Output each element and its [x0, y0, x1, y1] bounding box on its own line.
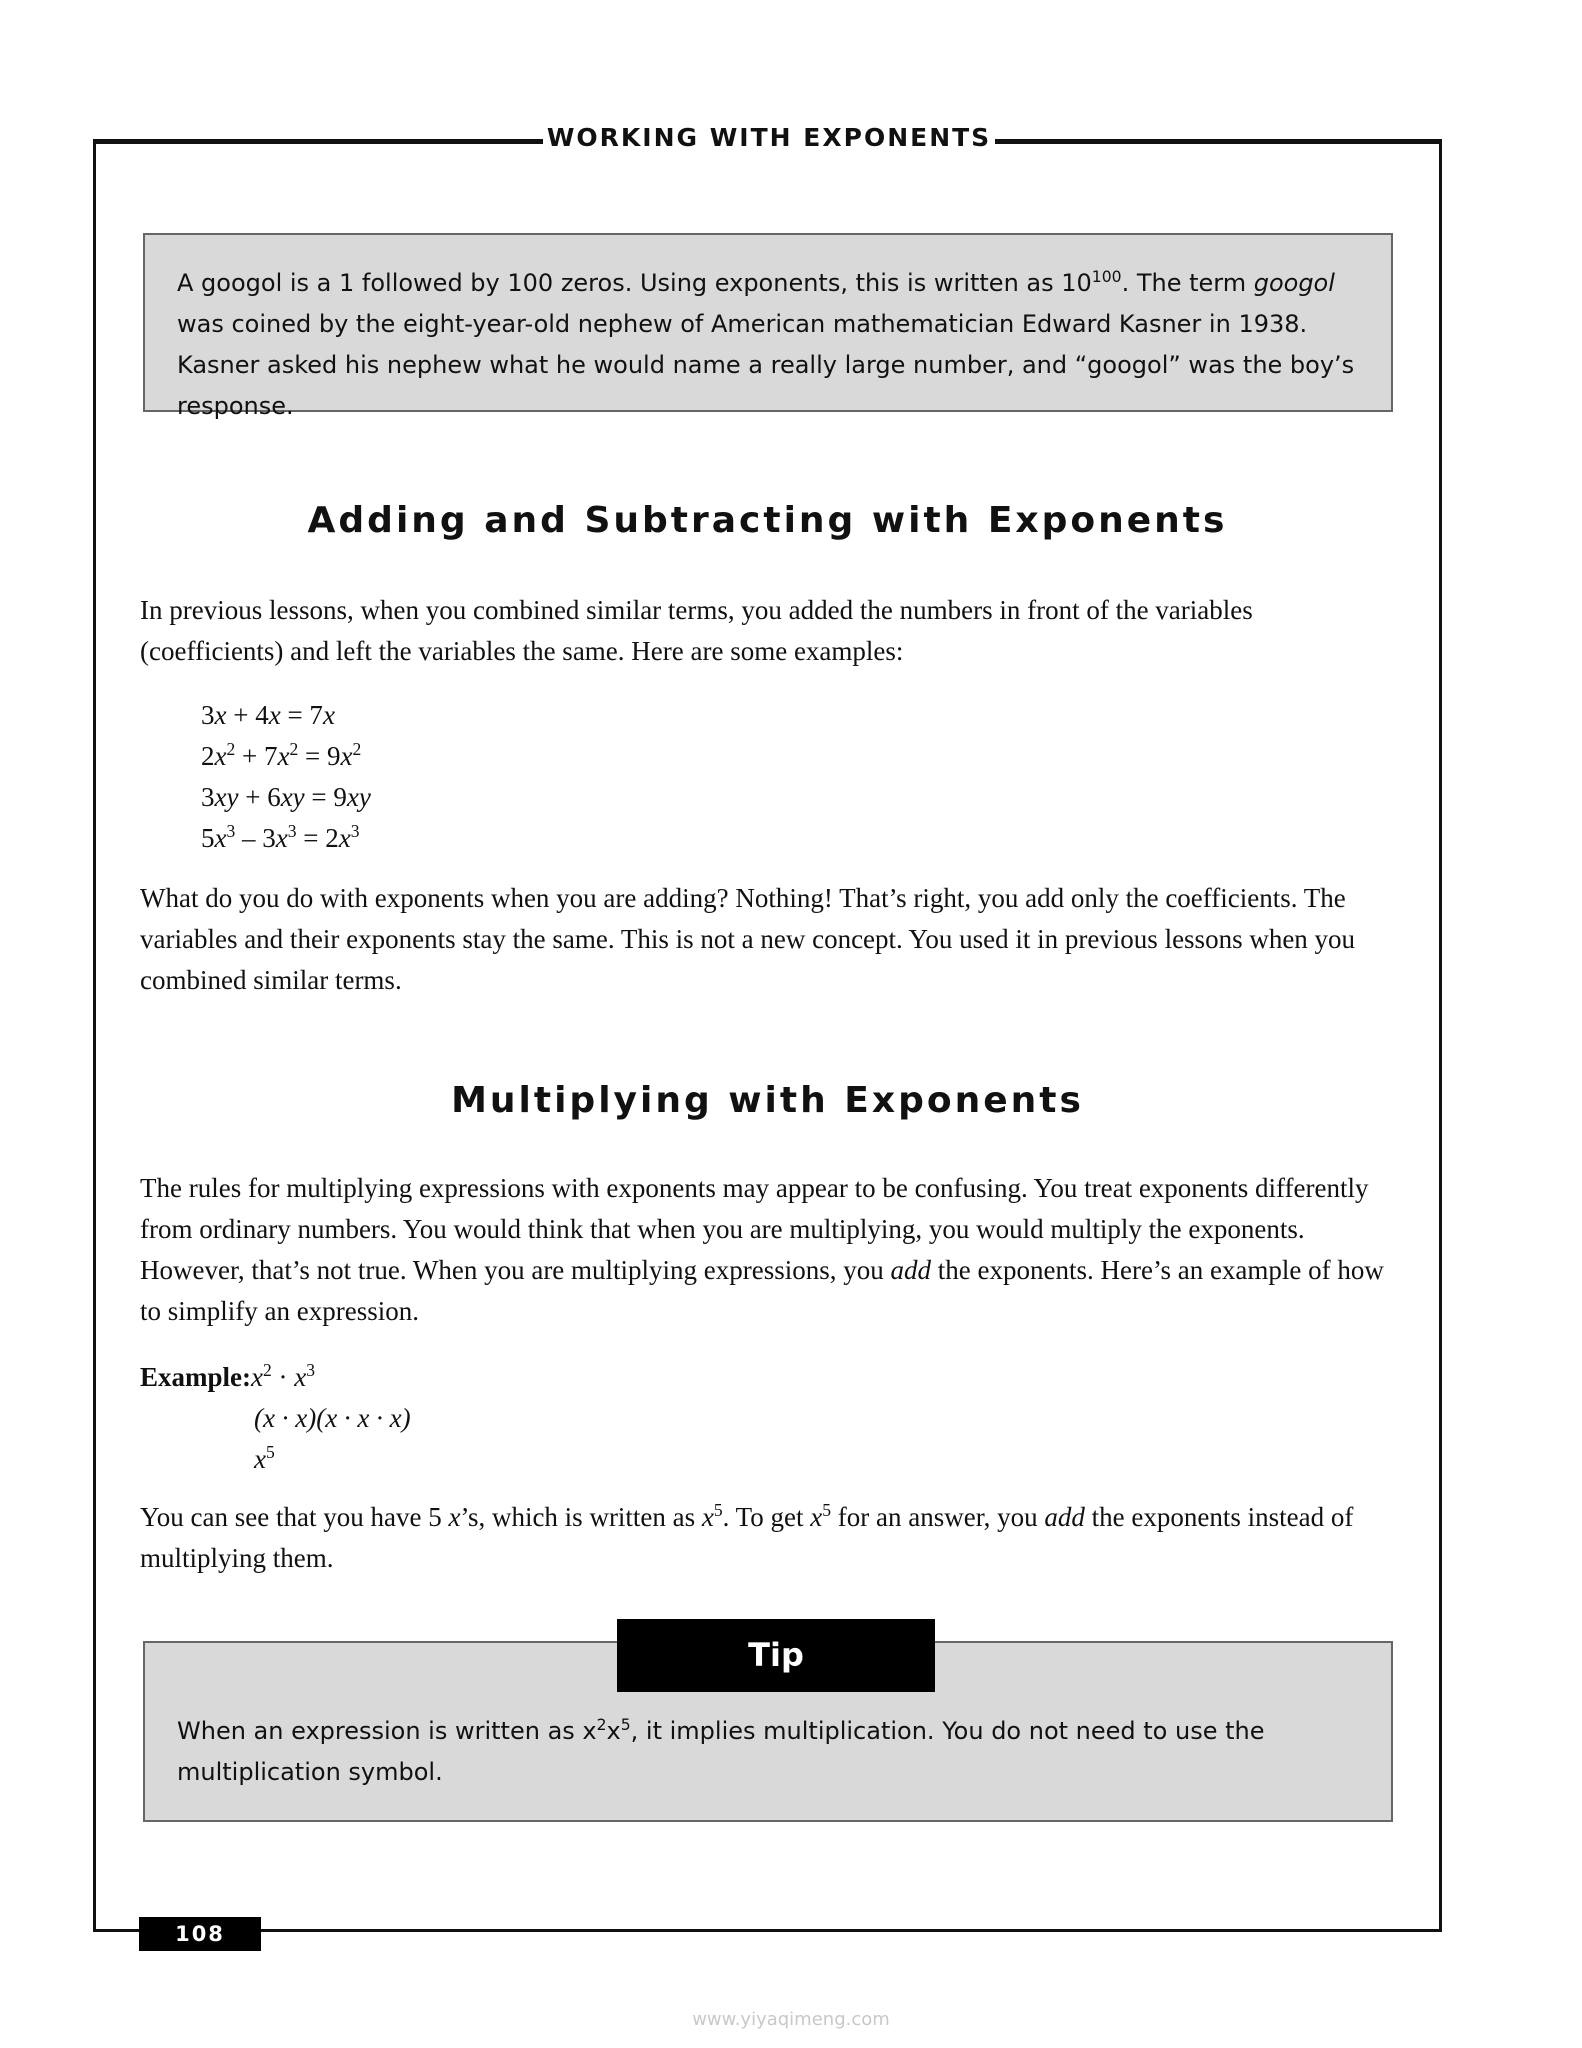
multiplying-intro-paragraph: The rules for multiplying expressions with exponents may appear to be confusing. You treat exponents differently from ordinary numbers. You would think that when you are multiplying, you would multiply the exponents. However, that’s not true. When you are multiplying expressions, you add the exponents. Here’s an example of how to simplify an expression.	[140, 1173, 1384, 1326]
example-line: $5x^3 - 3x^3 = 2x^3$	[201, 821, 360, 853]
example-line: 3xy + 6xy = 9xy	[201, 782, 371, 812]
example-result-line: $x^5$	[254, 1442, 275, 1474]
googol-text-1: A googol is a 1 followed by 100 zeros. Using exponents, this is written as 10	[177, 269, 1092, 297]
tip-label: Tip	[617, 1619, 935, 1692]
section-heading-multiplying: Multiplying with Exponents	[451, 1080, 1084, 1121]
adding-intro-paragraph: In previous lessons, when you combined similar terms, you added the numbers in front of the variables (coefficients) and left the variables the same. Here are some examples:	[140, 595, 1253, 666]
googol-exponent: 100	[1091, 268, 1122, 286]
multiplying-example	[140, 1357, 411, 1480]
watermark: www.yiyaqimeng.com	[692, 2009, 890, 2030]
googol-term: googol	[1253, 269, 1335, 297]
example-label: Example:	[140, 1362, 251, 1392]
adding-examples-list	[201, 695, 371, 859]
example-first-line: $Example:x^2 \cdot x^3$	[140, 1360, 315, 1392]
example-expanded-line: (x · x)(x · x · x)	[254, 1403, 411, 1433]
example-line: 3x + 4x = 7x	[201, 700, 335, 730]
adding-body-paragraph: What do you do with exponents when you are adding? Nothing! That’s right, you add only the coefficients. The variables and their exponents stay the same. This is not a new concept. You used it in previous lessons when you combined similar terms.	[140, 883, 1356, 995]
googol-text-2: . The term	[1121, 269, 1254, 297]
googol-text-3: was coined by the eight-year-old nephew of American mathematician Edward Kasner in 1938. Kasner asked his nephew what he would name a really large number, and “googol” was the boy’s response.	[177, 310, 1355, 420]
page-number: 108	[139, 1917, 261, 1951]
running-head: WORKING WITH EXPONENTS	[546, 123, 992, 152]
tip-box: When an expression is written as $x^2x^5$, it implies multiplication. You do not need to use the multiplication symbol.	[143, 1641, 1393, 1822]
example-line: $2x^2 + 7x^2 = 9x^2$	[201, 739, 362, 771]
section-heading-adding: Adding and Subtracting with Exponents	[307, 500, 1228, 541]
googol-sidebar-box	[143, 233, 1393, 420]
multiplying-body-paragraph: You can see that you have 5 x’s, which is written as $x^5$. To get $x^5$ for an answer, you add the exponents instead of multiplying them.	[140, 1500, 1354, 1573]
